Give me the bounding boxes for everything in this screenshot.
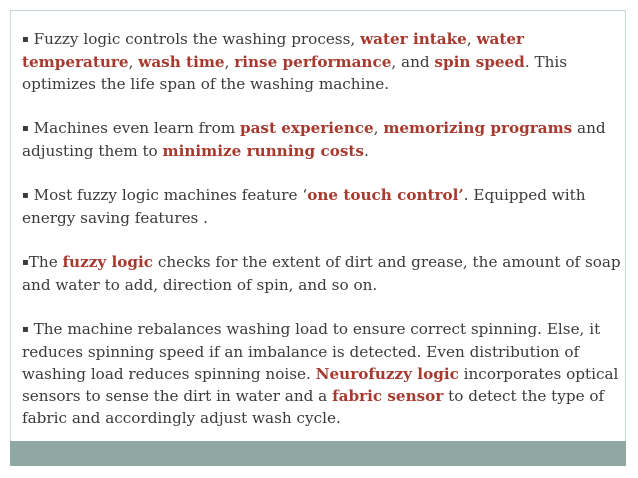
body-text: to detect the type of fabric and accordingly adjust wash cycle. [22,387,605,427]
slide-content [22,28,622,451]
highlight-text: rinse performance [234,53,392,71]
highlight-text: water temperature [22,30,525,71]
body-text: . This optimizes the life span of the washing machine. [22,53,568,93]
bullet-paragraph [22,318,622,429]
bullet-icon: ▪ [22,34,29,45]
bullet-icon: ▪ [22,123,29,134]
bullet-icon: ▪ [22,190,29,201]
highlight-text: wash time [138,53,225,71]
bullet-paragraph [22,117,622,162]
body-text: incorporates optical sensors to sense the dirt in water and a [22,365,619,405]
bullet-icon: ▪ [22,324,29,335]
highlight-text: spin speed [434,53,525,71]
highlight-text: past experience [239,119,374,137]
highlight-text: water intake [360,30,467,48]
highlight-text: fabric sensor [332,387,444,405]
body-text: The machine rebalances washing load to ensure correct spinning. Else, it reduces spinning speed if an imbalance is detected. Even distribution of washing load reduces spinning noise. [22,320,601,383]
body-text: checks for the extent of dirt and grease, the amount of soap and water to add, direction of spin, and so on. [22,253,621,294]
bullet-paragraph [22,28,622,95]
body-text: , [128,53,139,71]
body-text: , and [391,53,435,71]
body-text: The [28,253,63,271]
highlight-text: minimize running costs [162,142,364,160]
bullet-paragraph [22,251,622,296]
body-text: , [466,30,477,48]
highlight-text: one touch control’ [307,186,464,204]
bullet-paragraph [22,184,622,229]
body-text: Most fuzzy logic machines feature ‘ [28,186,308,204]
body-text: , [224,53,235,71]
body-text: and adjusting them to [22,119,606,160]
highlight-text: Neurofuzzy logic [315,365,459,383]
body-text: . Equipped with energy saving features . [22,186,586,227]
body-text: Fuzzy logic controls the washing process, [28,30,361,48]
body-text: Machines even learn from [28,119,240,137]
body-text: , [373,119,384,137]
highlight-text: fuzzy logic [62,253,153,271]
body-text: . [363,142,369,160]
bullet-icon: ▪ [22,257,29,268]
highlight-text: memorizing programs [383,119,573,137]
